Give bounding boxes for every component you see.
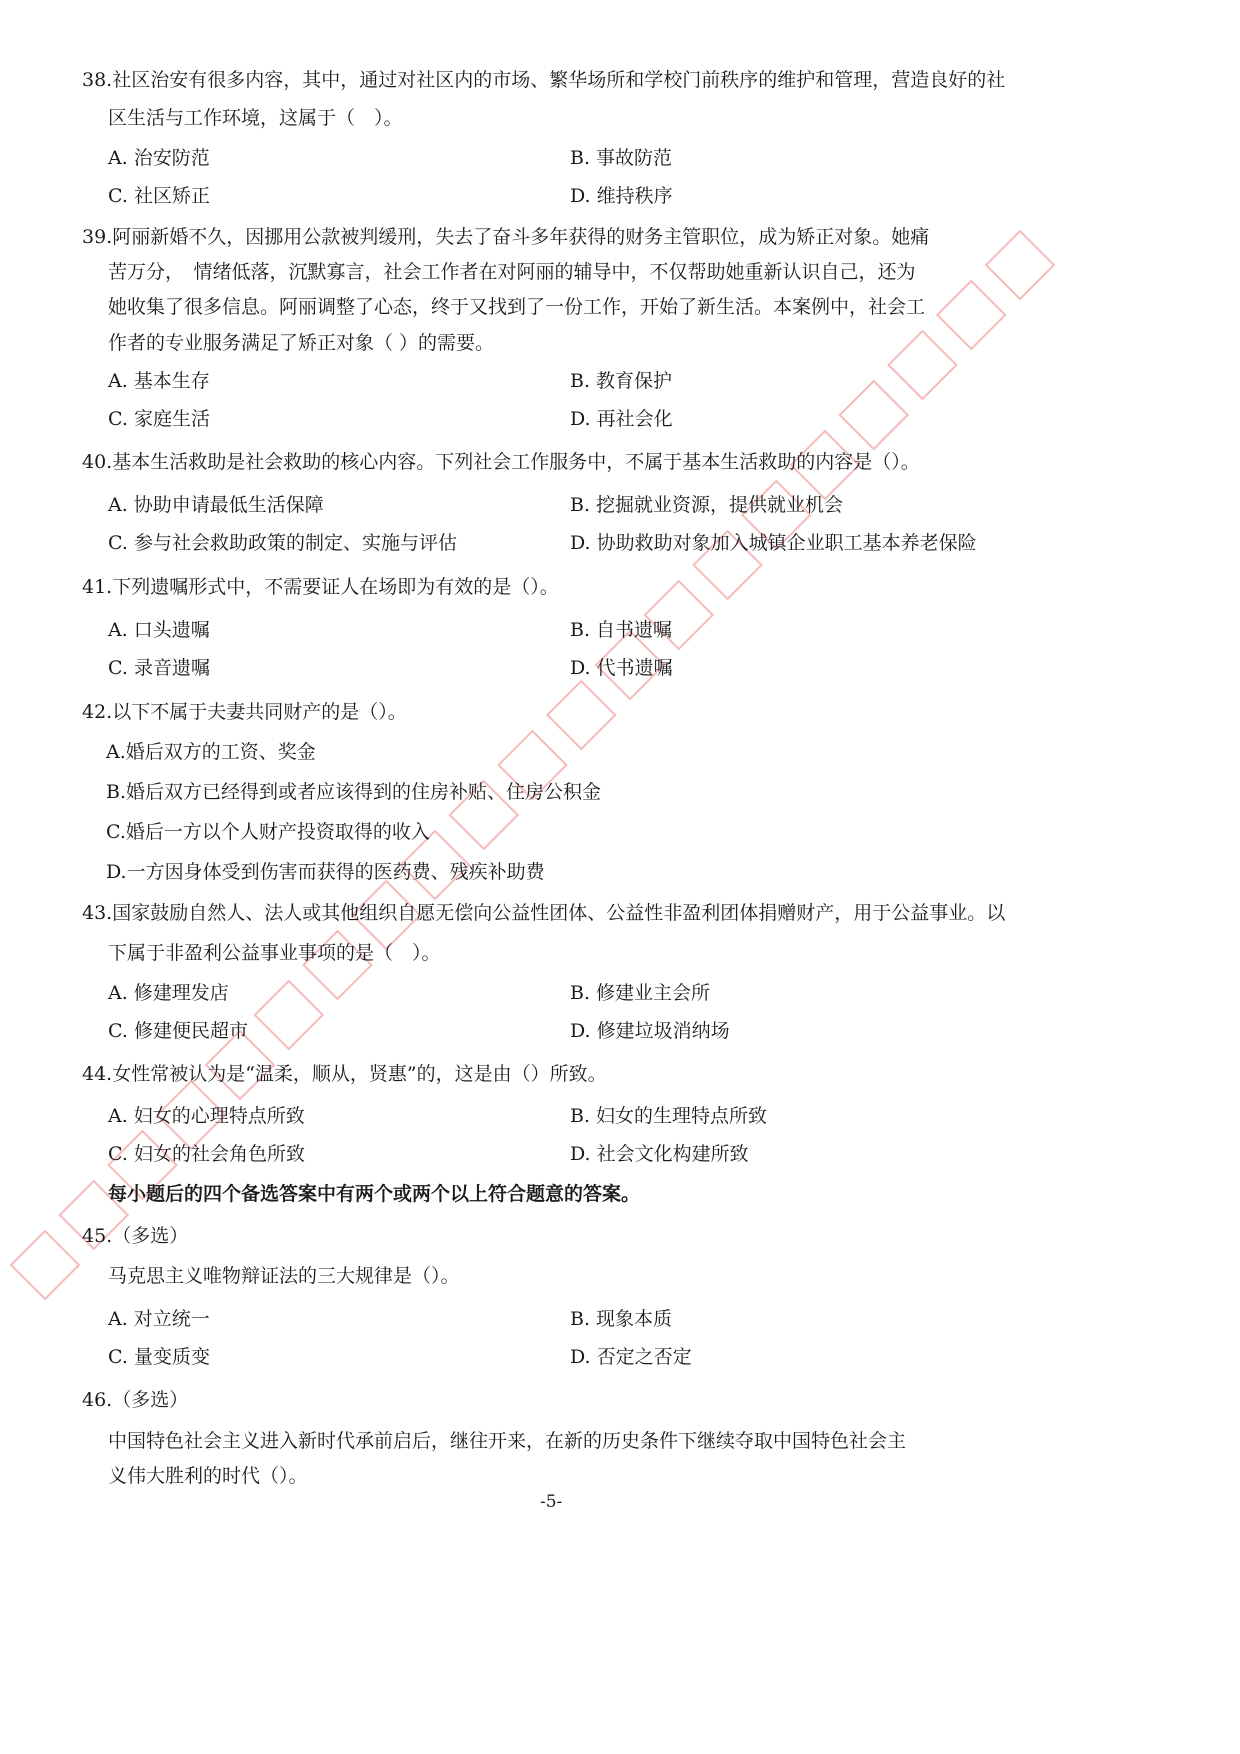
answer-option: B. 现象本质 <box>570 1308 673 1330</box>
answer-option: A. 口头遗嘱 <box>108 619 210 641</box>
question-text: 她收集了很多信息。阿丽调整了心态，终于又找到了一份工作，开始了新生活。本案例中，社会工 <box>108 296 926 318</box>
answer-option: B. 修建业主会所 <box>570 982 711 1004</box>
answer-option: C. 社区矫正 <box>108 185 210 207</box>
answer-option: B. 教育保护 <box>570 370 673 392</box>
question-text: 每小题后的四个备选答案中有两个或两个以上符合题意的答案。 <box>108 1183 641 1205</box>
question-text: 44.女性常被认为是“温柔，顺从，贤惠”的，这是由（）所致。 <box>82 1063 607 1085</box>
answer-option: A. 妇女的心理特点所致 <box>108 1105 305 1127</box>
page-number: -5- <box>540 1492 563 1512</box>
question-text: 义伟大胜利的时代（）。 <box>108 1465 308 1487</box>
watermark-glyph <box>986 231 1054 299</box>
question-text: 苦万分， 情绪低落，沉默寡言，社会工作者在对阿丽的辅导中，不仅帮助她重新认识自己，还为 <box>108 261 916 283</box>
answer-option: D. 否定之否定 <box>570 1346 692 1368</box>
question-text: 45.（多选） <box>82 1225 189 1247</box>
answer-option: B. 妇女的生理特点所致 <box>570 1105 768 1127</box>
answer-option: C. 妇女的社会角色所致 <box>108 1143 305 1165</box>
answer-option: A.婚后双方的工资、奖金 <box>106 741 316 763</box>
question-text: 马克思主义唯物辩证法的三大规律是（）。 <box>108 1265 460 1287</box>
answer-option: A. 治安防范 <box>108 147 210 169</box>
answer-option: C.婚后一方以个人财产投资取得的收入 <box>106 821 430 843</box>
answer-option: D. 维持秩序 <box>570 185 673 207</box>
question-text: 39.阿丽新婚不久，因挪用公款被判缓刑，失去了奋斗多年获得的财务主管职位，成为矫正对象。她痛 <box>82 226 930 248</box>
question-text: 43.国家鼓励自然人、法人或其他组织自愿无偿向公益性团体、公益性非盈利团体捐赠财产，用于公益事业。以 <box>82 902 1006 924</box>
answer-option: C. 录音遗嘱 <box>108 657 210 679</box>
watermark-glyph <box>889 331 957 399</box>
watermark-glyph <box>547 681 615 749</box>
watermark-glyph <box>840 381 908 449</box>
answer-option: C. 修建便民超市 <box>108 1020 248 1042</box>
question-text: 42.以下不属于夫妻共同财产的是（）。 <box>82 701 407 723</box>
question-text: 作者的专业服务满足了矫正对象（ ）的需要。 <box>108 332 495 354</box>
answer-option: B. 自书遗嘱 <box>570 619 673 641</box>
question-text: 46.（多选） <box>82 1389 189 1411</box>
answer-option: B.婚后双方已经得到或者应该得到的住房补贴、住房公积金 <box>106 781 602 803</box>
answer-option: C. 量变质变 <box>108 1346 210 1368</box>
question-text: 区生活与工作环境，这属于（ ）。 <box>108 107 403 129</box>
answer-option: A. 基本生存 <box>108 370 210 392</box>
answer-option: D. 社会文化构建所致 <box>570 1143 749 1165</box>
question-text: 40.基本生活救助是社会救助的核心内容。下列社会工作服务中，不属于基本生活救助的内容是（）。 <box>82 451 920 473</box>
answer-option: A. 对立统一 <box>108 1308 210 1330</box>
answer-option: D. 修建垃圾消纳场 <box>570 1020 730 1042</box>
answer-option: D. 协助救助对象加入城镇企业职工基本养老保险 <box>570 532 977 554</box>
question-text: 38.社区治安有很多内容，其中，通过对社区内的市场、繁华场所和学校门前秩序的维护和管理，营造良好的社 <box>82 69 1006 91</box>
answer-option: B. 事故防范 <box>570 147 673 169</box>
watermark-glyph <box>255 981 323 1049</box>
answer-option: D. 代书遗嘱 <box>570 657 673 679</box>
question-text: 中国特色社会主义进入新时代承前启后，继往开来，在新的历史条件下继续夺取中国特色社会主 <box>108 1430 907 1452</box>
answer-option: B. 挖掘就业资源，提供就业机会 <box>570 494 844 516</box>
answer-option: D.一方因身体受到伤害而获得的医药费、残疾补助费 <box>106 861 545 883</box>
question-text: 下属于非盈利公益事业事项的是（ ）。 <box>108 942 441 964</box>
question-text: 41.下列遗嘱形式中，不需要证人在场即为有效的是（）。 <box>82 576 559 598</box>
answer-option: A. 修建理发店 <box>108 982 229 1004</box>
watermark-glyph <box>11 1231 79 1299</box>
answer-option: A. 协助申请最低生活保障 <box>108 494 324 516</box>
answer-option: C. 家庭生活 <box>108 408 210 430</box>
answer-option: D. 再社会化 <box>570 408 673 430</box>
answer-option: C. 参与社会救助政策的制定、实施与评估 <box>108 532 457 554</box>
watermark-glyph <box>937 281 1005 349</box>
